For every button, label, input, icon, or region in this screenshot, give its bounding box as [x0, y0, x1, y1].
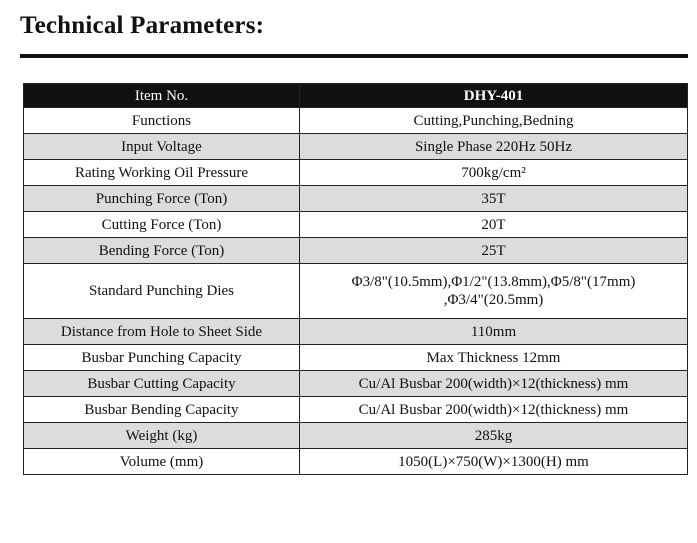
page-title: Technical Parameters: [20, 12, 265, 39]
table-row [24, 449, 688, 475]
row-label: Bending Force (Ton) [24, 238, 300, 264]
table-row [24, 397, 688, 423]
row-label: Input Voltage [24, 134, 300, 160]
table-row [24, 423, 688, 449]
row-label: Volume (mm) [24, 449, 300, 475]
table-row [24, 264, 688, 319]
table-header-row [24, 84, 688, 108]
row-label: Standard Punching Dies [24, 264, 300, 319]
title-underline [20, 54, 688, 58]
row-label: Distance from Hole to Sheet Side [24, 319, 300, 345]
table-row [24, 319, 688, 345]
row-value: Cu/Al Busbar 200(width)×12(thickness) mm [300, 397, 688, 423]
row-label: Rating Working Oil Pressure [24, 160, 300, 186]
row-label: Busbar Bending Capacity [24, 397, 300, 423]
row-value: Max Thickness 12mm [300, 345, 688, 371]
row-value [300, 264, 688, 319]
table-row [24, 371, 688, 397]
header-item-no: Item No. [24, 84, 300, 108]
row-value: Single Phase 220Hz 50Hz [300, 134, 688, 160]
table-row [24, 108, 688, 134]
row-value: 285kg [300, 423, 688, 449]
row-value: 1050(L)×750(W)×1300(H) mm [300, 449, 688, 475]
row-value: 25T [300, 238, 688, 264]
row-label: Busbar Cutting Capacity [24, 371, 300, 397]
table-row [24, 186, 688, 212]
row-label: Punching Force (Ton) [24, 186, 300, 212]
row-value: 110mm [300, 319, 688, 345]
row-label: Weight (kg) [24, 423, 300, 449]
row-value: Cu/Al Busbar 200(width)×12(thickness) mm [300, 371, 688, 397]
row-value: 35T [300, 186, 688, 212]
row-label: Functions [24, 108, 300, 134]
header-model-number: DHY-401 [300, 84, 688, 108]
row-value: 20T [300, 212, 688, 238]
row-value-line: ,Φ3/4"(20.5mm) [443, 292, 544, 308]
row-label: Cutting Force (Ton) [24, 212, 300, 238]
row-value: Cutting,Punching,Bedning [300, 108, 688, 134]
row-value: 700kg/cm² [300, 160, 688, 186]
table-row [24, 160, 688, 186]
row-value-line: Φ3/8"(10.5mm),Φ1/2"(13.8mm),Φ5/8"(17mm) [351, 274, 636, 290]
technical-parameters-table [23, 83, 688, 475]
row-label: Busbar Punching Capacity [24, 345, 300, 371]
table-row [24, 134, 688, 160]
table-row [24, 238, 688, 264]
table-row [24, 345, 688, 371]
table-row [24, 212, 688, 238]
